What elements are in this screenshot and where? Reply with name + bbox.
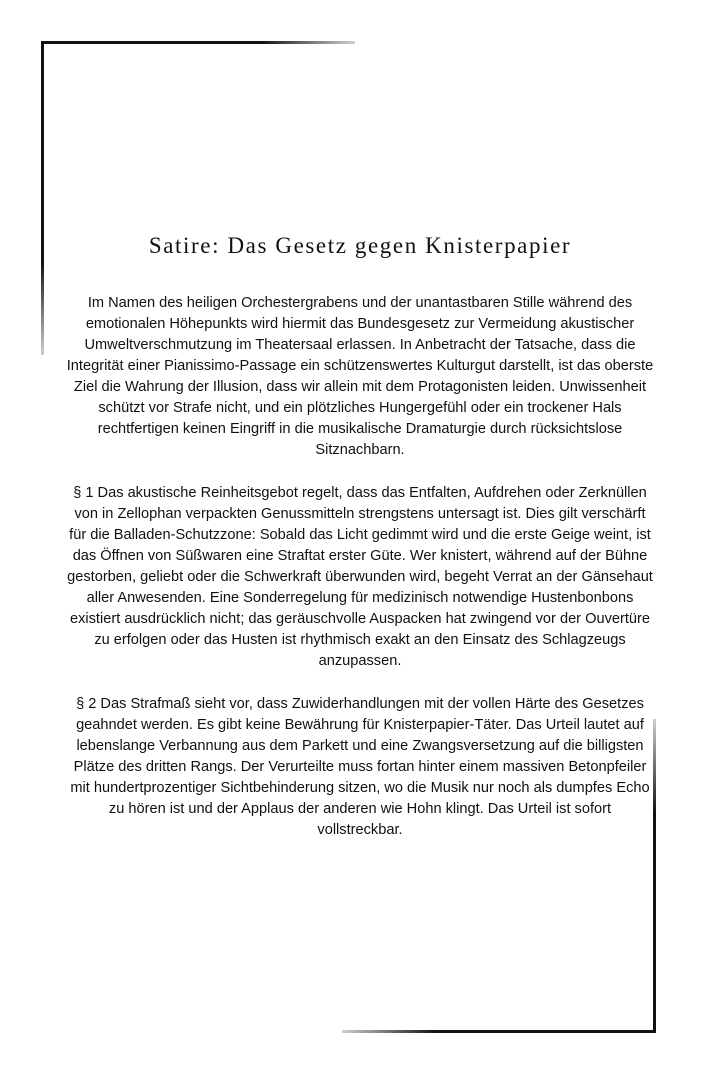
frame-top-left-vertical <box>41 41 44 355</box>
paragraph-preamble: Im Namen des heiligen Orchestergrabens und der unantastbaren Stille während des emotionalen Höhepunkts wird hiermit das Bundesgesetz zur Vermeidung akustischer Umweltverschmutzung im Theatersaal erlassen. In Anbetracht der Tatsache, dass die Integrität einer Pianissimo-Passage ein schützenswertes Kulturgut darstellt, ist das oberste Ziel die Wahrung der Illusion, dass wir allein mit dem Protagonisten leiden. Unwissenheit schützt vor Strafe nicht, und ein plötzliches Hungergefühl oder ein trockener Hals rechtfertigen keinen Eingriff in die musikalische Dramaturgie durch rücksichtslose Sitznachbarn. <box>66 294 654 458</box>
paragraph-section-1: § 1 Das akustische Reinheitsgebot regelt, dass das Entfalten, Aufdrehen oder Zerknüllen von in Zellophan verpackten Genussmitteln strengstens untersagt ist. Dies gilt verschärft für die Balladen-Schutzzone: Sobald das Licht gedimmt wird und die erste Geige weint, ist das Öffnen von Süßwaren eine Straftat erster Güte. Wer knistert, während auf der Bühne gestorben, geliebt oder die Schwerkraft überwunden wird, begeht Verrat an der Gänsehaut aller Anwesenden. Eine Sonderregelung für medizinisch notwendige Hustenbonbons existiert ausdrücklich nicht; das geräuschvolle Auspacken hat zwingend vor der Ouvertüre zu erfolgen oder das Husten ist rhythmisch exakt an den Einsatz des Schlagzeugs anzupassen. <box>67 484 653 669</box>
frame-top-left-horizontal <box>41 41 355 44</box>
paragraph-section-2: § 2 Das Strafmaß sieht vor, dass Zuwiderhandlungen mit der vollen Härte des Gesetzes geahndet werden. Es gibt keine Bewährung für Knisterpapier-Täter. Das Urteil lautet auf lebenslange Verbannung aus dem Parkett und eine Zwangsversetzung auf die billigsten Plätze des dritten Rangs. Der Verurteilte muss fortan hinter einem massiven Betonpfeiler mit hundertprozentiger Sichtbehinderung sitzen, wo die Musik nur noch als dumpfes Echo zu hören ist und der Applaus der anderen wie Hohn klingt. Das Urteil ist sofort vollstreckbar. <box>70 695 650 838</box>
document-body <box>66 232 654 863</box>
frame-bottom-right-horizontal <box>342 1030 656 1033</box>
document-title: Satire: Das Gesetz gegen Knisterpapier <box>148 233 572 258</box>
